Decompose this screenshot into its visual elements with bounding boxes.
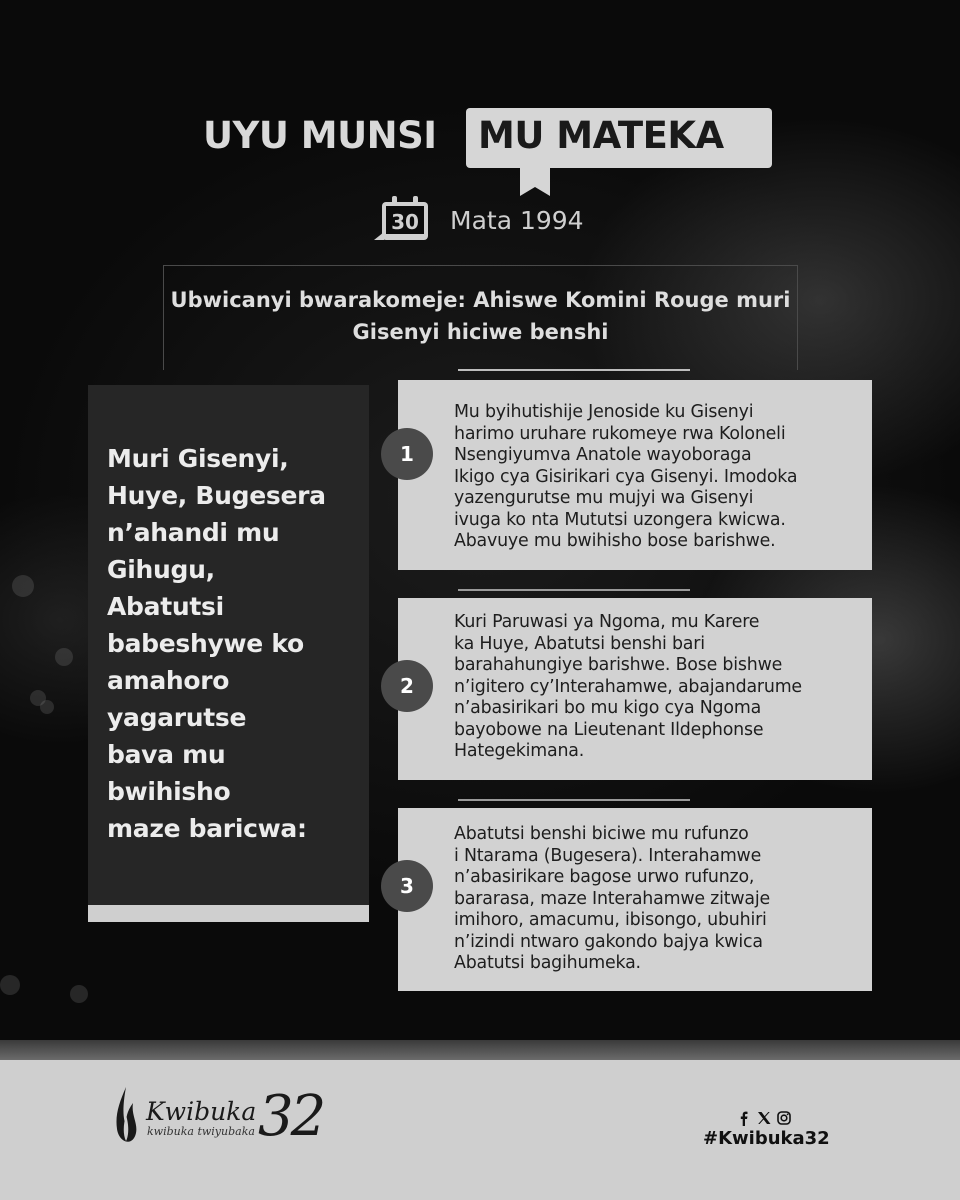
intro-line: n’ahandi mu	[107, 518, 280, 547]
event-number-badge: 3	[381, 860, 433, 912]
calendar-day: 30	[391, 210, 419, 234]
event-line: n’abasirikari bo mu kigo cya Ngoma	[454, 698, 762, 718]
event-number-badge: 1	[381, 428, 433, 480]
intro-panel-bar	[88, 905, 369, 922]
facebook-icon[interactable]	[736, 1110, 752, 1126]
event-line: n’abasirikare bagose urwo rufunzo,	[454, 867, 755, 887]
event-card-1	[398, 380, 872, 570]
social-icons	[736, 1110, 796, 1128]
event-line: Kuri Paruwasi ya Ngoma, mu Karere	[454, 612, 760, 632]
event-line: ka Huye, Abatutsi benshi bari	[454, 633, 705, 654]
event-line: Abatutsi benshi biciwe mu rufunzo	[454, 824, 749, 844]
event-line: bayobowe na Lieutenant Ildephonse	[454, 719, 764, 740]
logo-number: 32	[258, 1084, 324, 1149]
event-line: yazengurutse mu mujyi wa Gisenyi	[454, 488, 754, 508]
bokeh-light	[70, 985, 88, 1003]
calendar-icon	[372, 196, 434, 244]
event-text	[454, 824, 866, 975]
bokeh-light	[40, 700, 54, 714]
event-line: i Ntarama (Bugesera). Interahamwe	[454, 845, 762, 866]
x-icon[interactable]	[756, 1110, 772, 1126]
event-divider	[458, 799, 690, 801]
title-part-1: UYU MUNSI	[203, 114, 437, 157]
event-line: Abavuye mu bwihisho bose barishwe.	[454, 531, 776, 551]
event-line: bararasa, maze Interahamwe zitwaje	[454, 888, 770, 909]
instagram-icon[interactable]	[776, 1110, 792, 1126]
logo-tagline: kwibuka twiyubaka	[147, 1125, 255, 1138]
event-number-badge: 2	[381, 660, 433, 712]
bokeh-light	[12, 575, 34, 597]
headline-divider	[458, 369, 690, 371]
flame-icon	[111, 1085, 141, 1155]
event-line: Hategekimana.	[454, 741, 585, 761]
intro-line: bava mu	[107, 740, 226, 769]
event-text	[454, 612, 866, 763]
title-part-2: MU MATEKA	[478, 114, 724, 157]
event-line: n’izindi ntwaro gakondo bajya kwica	[454, 931, 763, 952]
intro-line: babeshywe ko	[107, 629, 304, 658]
intro-line: yagarutse	[107, 703, 247, 732]
intro-line: Abatutsi	[107, 592, 224, 621]
event-line: imihoro, amacumu, ibisongo, ubuhiri	[454, 910, 767, 930]
event-line: Nsengiyumva Anatole wayoboraga	[454, 445, 752, 465]
logo-name: Kwibuka	[146, 1097, 257, 1126]
event-text	[454, 402, 866, 553]
event-card-2	[398, 598, 872, 780]
intro-line: Gihugu,	[107, 555, 215, 584]
intro-line: bwihisho	[107, 777, 231, 806]
hashtag: #Kwibuka32	[703, 1128, 830, 1149]
date-label: Mata 1994	[450, 206, 584, 235]
bokeh-light	[55, 648, 73, 666]
intro-line: Muri Gisenyi,	[107, 444, 289, 473]
intro-line: amahoro	[107, 666, 230, 695]
intro-line: maze baricwa:	[107, 814, 307, 843]
event-line: barahahungiye barishwe. Bose bishwe	[454, 655, 783, 675]
event-divider	[458, 589, 690, 591]
headline: Ubwicanyi bwarakomeje: Ahiswe Komini Rouge muri Gisenyi hiciwe benshi	[170, 288, 791, 344]
event-line: ivuga ko nta Mututsi uzongera kwicwa.	[454, 509, 786, 530]
event-line: harimo uruhare rukomeye rwa Koloneli	[454, 423, 786, 444]
event-line: Abatutsi bagihumeka.	[454, 953, 641, 973]
event-card-3	[398, 808, 872, 991]
bokeh-light	[0, 975, 20, 995]
intro-line: Huye, Bugesera	[107, 481, 326, 510]
event-line: Ikigo cya Gisirikari cya Gisenyi. Imodoka	[454, 466, 798, 487]
event-line: Mu byihutishije Jenoside ku Gisenyi	[454, 402, 754, 422]
event-line: n’igitero cy’Interahamwe, abajandarume	[454, 676, 802, 697]
background-stripe	[0, 1040, 960, 1060]
intro-text	[107, 440, 362, 847]
